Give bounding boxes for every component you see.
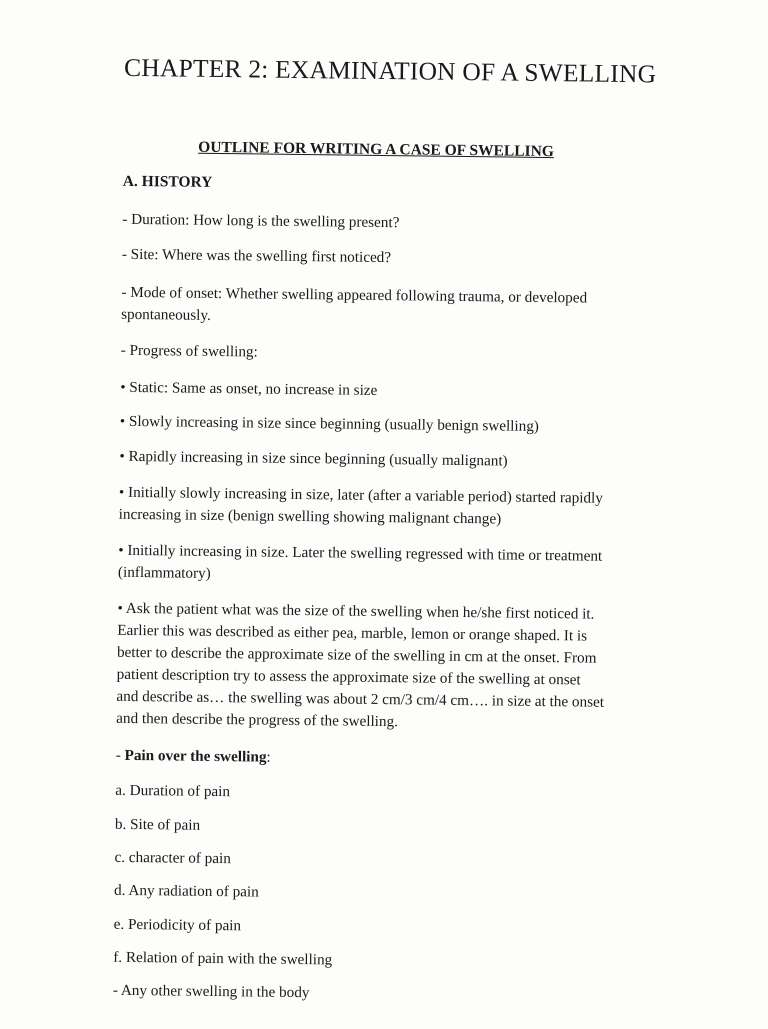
- history-mode-of-onset-cont: spontaneously.: [121, 305, 211, 324]
- pain-character: c. character of pain: [114, 848, 231, 868]
- progress-malignant-change-cont: increasing in size (benign swelling showing malignant change): [118, 505, 502, 528]
- pain-relation: f. Relation of pain with the swelling: [113, 948, 333, 969]
- size-line-4: patient description try to assess the approximate size of the swelling at onset: [116, 665, 581, 689]
- size-line-6: and then describe the progress of the swelling.: [116, 709, 399, 731]
- progress-malignant-change: • Initially slowly increasing in size, later (after a variable period) started rapidly: [118, 483, 604, 507]
- pain-heading: Pain over the swelling: [124, 746, 267, 766]
- history-progress-heading: - Progress of swelling:: [120, 341, 258, 361]
- progress-regressed-cont: (inflammatory): [117, 563, 211, 582]
- pain-periodicity: e. Periodicity of pain: [113, 915, 242, 935]
- pain-prefix: -: [115, 746, 125, 764]
- history-site: - Site: Where was the swelling first noticed?: [121, 245, 392, 267]
- pain-suffix: :: [266, 748, 271, 766]
- history-duration: - Duration: How long is the swelling present?: [122, 210, 400, 232]
- pain-site: b. Site of pain: [114, 815, 201, 834]
- progress-rapid: • Rapidly increasing in size since beginning (usually malignant): [119, 447, 508, 470]
- pain-heading-line: [116, 745, 676, 774]
- size-line-3: better to describe the approximate size of the swelling in cm at the onset. From: [116, 643, 597, 667]
- progress-static: • Static: Same as onset, no increase in size: [120, 378, 378, 399]
- progress-regressed: • Initially increasing in size. Later the swelling regressed with time or treatment: [118, 541, 603, 565]
- pain-duration: a. Duration of pain: [115, 781, 231, 801]
- pain-radiation: d. Any radiation of pain: [113, 881, 259, 901]
- size-line-5: and describe as… the swelling was about 2 cm/3 cm/4 cm…. in size at the onset: [116, 687, 605, 711]
- section-heading-history: A. HISTORY: [122, 172, 213, 191]
- outline-heading: OUTLINE FOR WRITING A CASE OF SWELLING: [198, 138, 554, 161]
- chapter-title: CHAPTER 2: EXAMINATION OF A SWELLING: [123, 52, 657, 89]
- size-line-1: • Ask the patient what was the size of the swelling when he/she first noticed it.: [117, 599, 595, 623]
- size-line-2: Earlier this was described as either pea, marble, lemon or orange shaped. It is: [117, 621, 588, 645]
- other-swelling: - Any other swelling in the body: [112, 981, 310, 1002]
- progress-slow: • Slowly increasing in size since beginning (usually benign swelling): [119, 412, 540, 435]
- history-mode-of-onset: - Mode of onset: Whether swelling appeared following trauma, or developed: [121, 283, 588, 307]
